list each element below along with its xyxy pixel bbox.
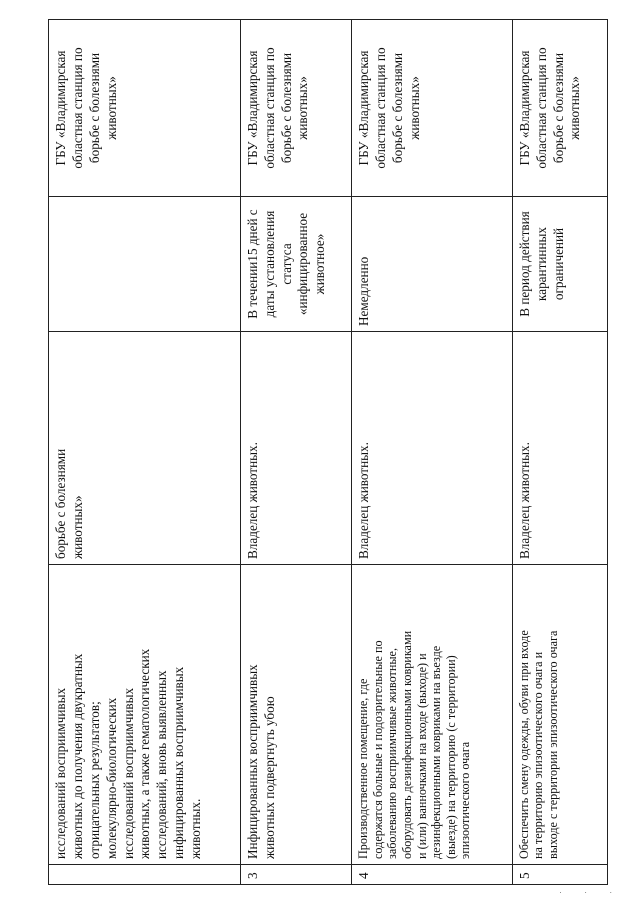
- measures-table: [48, 19, 608, 885]
- cell-text-line: исследований восприимчивых: [120, 687, 136, 859]
- table-row: [512, 20, 607, 885]
- cell-text-line: животных»: [69, 495, 85, 559]
- cell-text-line: животных.: [188, 798, 204, 859]
- deadline-cell: [49, 197, 241, 332]
- cell-text-line: на территорию эпизоотического очага и: [531, 651, 546, 859]
- cell-text-line: животных»: [295, 76, 311, 140]
- table-row: [351, 20, 512, 885]
- cell-text-line: отрицательных результатов;: [86, 701, 102, 859]
- cell-text-line: областная станция по: [372, 47, 388, 169]
- row-number: 4: [351, 865, 512, 885]
- cell-text-line: Немедленно: [355, 256, 371, 326]
- cell-text-line: борьбе с болезнями: [389, 52, 405, 164]
- table-body: [49, 20, 608, 885]
- controller-cell: [512, 20, 607, 197]
- responsible-cell: [512, 332, 607, 565]
- rotated-page: [48, 20, 608, 885]
- cell-text-line: животных до получения двукратных: [69, 653, 85, 859]
- cell-text-line: ГБУ «Владимирская: [355, 50, 371, 166]
- cell-text-line: В течении15 дней с: [244, 209, 260, 319]
- cell-text-line: Обеспечить смену одежды, обуви при входе: [516, 630, 531, 859]
- responsible-cell: [240, 332, 351, 565]
- deadline-cell: [351, 197, 512, 332]
- controller-cell: [240, 20, 351, 197]
- row-number: 3: [240, 865, 351, 885]
- cell-text-line: ГБУ «Владимирская: [516, 50, 532, 166]
- cell-text-line: областная станция по: [69, 47, 85, 169]
- action-cell: [351, 565, 512, 865]
- scan-dots: . . .: [559, 886, 622, 895]
- cell-text-line: Инфицированных восприимчивых: [244, 664, 260, 859]
- cell-text-line: борьбе с болезнями: [278, 52, 294, 164]
- cell-text-line: выходе с территории эпизоотического очага: [546, 630, 560, 859]
- cell-text-line: Владелец животных.: [244, 442, 260, 559]
- cell-text-line: содержатся больные и подозрительные по: [370, 640, 385, 859]
- cell-text-line: исследований восприимчивых: [53, 687, 68, 859]
- cell-text-line: (выезде) на территорию (с территории): [443, 655, 458, 859]
- cell-text-line: животных»: [567, 76, 583, 140]
- cell-text-line: исследований, вновь выявленных: [154, 670, 170, 859]
- cell-text-line: животных»: [103, 76, 119, 140]
- table-row: [49, 20, 241, 885]
- cell-text-line: и (или) ванночками на входе (выходе) и: [414, 653, 429, 859]
- cell-text-line: областная станция по: [533, 47, 549, 169]
- cell-text-line: борьбе с болезнями: [86, 52, 102, 164]
- cell-text-line: эпизоотического очага: [458, 741, 473, 859]
- action-cell: [512, 565, 607, 865]
- cell-text-line: Владелец животных.: [516, 442, 532, 559]
- cell-text-line: даты установления: [261, 210, 277, 318]
- cell-text-line: животных, а также гематологических: [137, 648, 153, 859]
- controller-cell: [49, 20, 241, 197]
- row-number: 5: [512, 865, 607, 885]
- cell-text-line: В период действия: [516, 211, 532, 317]
- cell-text-line: «инфицированное: [295, 212, 311, 316]
- cell-text-line: Владелец животных.: [355, 442, 371, 559]
- cell-text-line: животных»: [406, 76, 422, 140]
- cell-text-line: Производственное помещение, где: [355, 678, 370, 859]
- responsible-cell: [351, 332, 512, 565]
- row-number: [49, 865, 241, 885]
- cell-text-line: животное»: [312, 233, 328, 295]
- controller-cell: [351, 20, 512, 197]
- cell-text-line: заболеванию восприимчивые животные,: [385, 648, 400, 859]
- responsible-cell: [49, 332, 241, 565]
- cell-text-line: борьбе с болезнями: [550, 52, 566, 164]
- deadline-cell: [512, 197, 607, 332]
- cell-text-line: животных подвергнуть убою: [261, 696, 277, 859]
- cell-text-line: инфицированных восприимчивых: [171, 666, 187, 859]
- deadline-cell: [240, 197, 351, 332]
- cell-text-line: статуса: [278, 243, 294, 285]
- cell-text-line: оборудовать дезинфекционными ковриками: [399, 630, 414, 859]
- cell-text-line: борьбе с болезнями: [53, 448, 68, 559]
- cell-text-line: ограничений: [550, 227, 566, 301]
- action-cell: [49, 565, 241, 865]
- table-row: [240, 20, 351, 885]
- action-cell: [240, 565, 351, 865]
- cell-text-line: областная станция по: [261, 47, 277, 169]
- cell-text-line: ГБУ «Владимирская: [53, 50, 68, 166]
- cell-text-line: дезинфекционными ковриками на въезде: [429, 645, 444, 859]
- cell-text-line: карантинных: [533, 227, 549, 301]
- cell-text-line: ГБУ «Владимирская: [244, 50, 260, 166]
- cell-text-line: молекулярно-биологических: [103, 697, 119, 859]
